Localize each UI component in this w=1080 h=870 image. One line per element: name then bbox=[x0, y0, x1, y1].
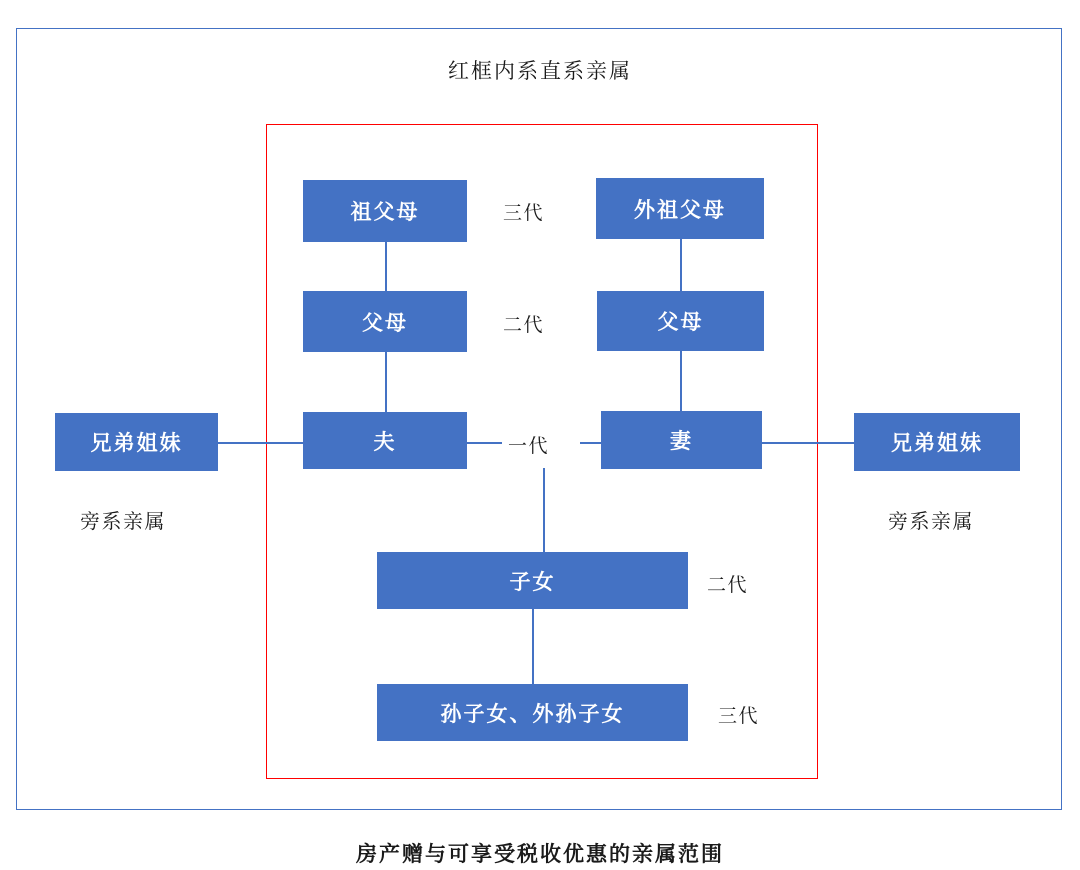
collateral-label-right: 旁系亲属 bbox=[888, 511, 974, 533]
diagram-caption: 房产赠与可享受税收优惠的亲属范围 bbox=[356, 842, 724, 866]
node-label: 外祖父母 bbox=[634, 197, 726, 222]
node-label: 子女 bbox=[509, 569, 556, 594]
node-label: 孙子女、外孙子女 bbox=[440, 701, 625, 726]
node-label: 父母 bbox=[657, 310, 704, 334]
diagram-title: 红框内系直系亲属 bbox=[448, 59, 632, 83]
node-grandchildren[interactable] bbox=[377, 684, 688, 741]
node-label: 妻 bbox=[670, 429, 693, 453]
connector-parents-to-husband bbox=[385, 352, 387, 413]
node-label: 兄弟姐妹 bbox=[891, 431, 983, 455]
connector-husband-to-gen-label bbox=[467, 442, 502, 444]
node-label: 兄弟姐妹 bbox=[90, 431, 183, 455]
node-wife[interactable] bbox=[601, 411, 762, 469]
connector-couple-to-children bbox=[543, 468, 545, 555]
connector-parents-to-wife bbox=[680, 351, 682, 413]
collateral-label-left: 旁系亲属 bbox=[80, 511, 166, 533]
node-parents-wife[interactable] bbox=[597, 291, 764, 351]
connector-wife-to-siblings-right bbox=[761, 442, 854, 444]
node-label: 祖父母 bbox=[350, 200, 420, 224]
generation-label-three-bottom: 三代 bbox=[718, 706, 760, 727]
node-label: 父母 bbox=[362, 310, 408, 335]
node-husband[interactable] bbox=[303, 412, 467, 469]
connector-children-to-grandchildren bbox=[532, 608, 534, 686]
node-children[interactable] bbox=[377, 552, 688, 609]
node-parents-husband[interactable] bbox=[303, 291, 467, 352]
node-siblings-left[interactable] bbox=[55, 413, 218, 471]
generation-label-two-top: 二代 bbox=[503, 315, 545, 336]
node-grandparents-maternal[interactable] bbox=[596, 178, 764, 239]
generation-label-three-top: 三代 bbox=[503, 203, 545, 224]
connector-grandparents-to-parents-left bbox=[385, 242, 387, 292]
node-label: 夫 bbox=[373, 429, 397, 454]
connector-siblings-left-to-husband bbox=[218, 442, 306, 444]
generation-label-one: 一代 bbox=[508, 436, 550, 457]
generation-label-two-bottom: 二代 bbox=[707, 575, 749, 596]
connector-grandparents-to-parents-right bbox=[680, 239, 682, 291]
connector-gen-label-to-wife bbox=[580, 442, 602, 444]
node-grandparents-paternal[interactable] bbox=[303, 180, 467, 242]
node-siblings-right[interactable] bbox=[854, 413, 1020, 471]
